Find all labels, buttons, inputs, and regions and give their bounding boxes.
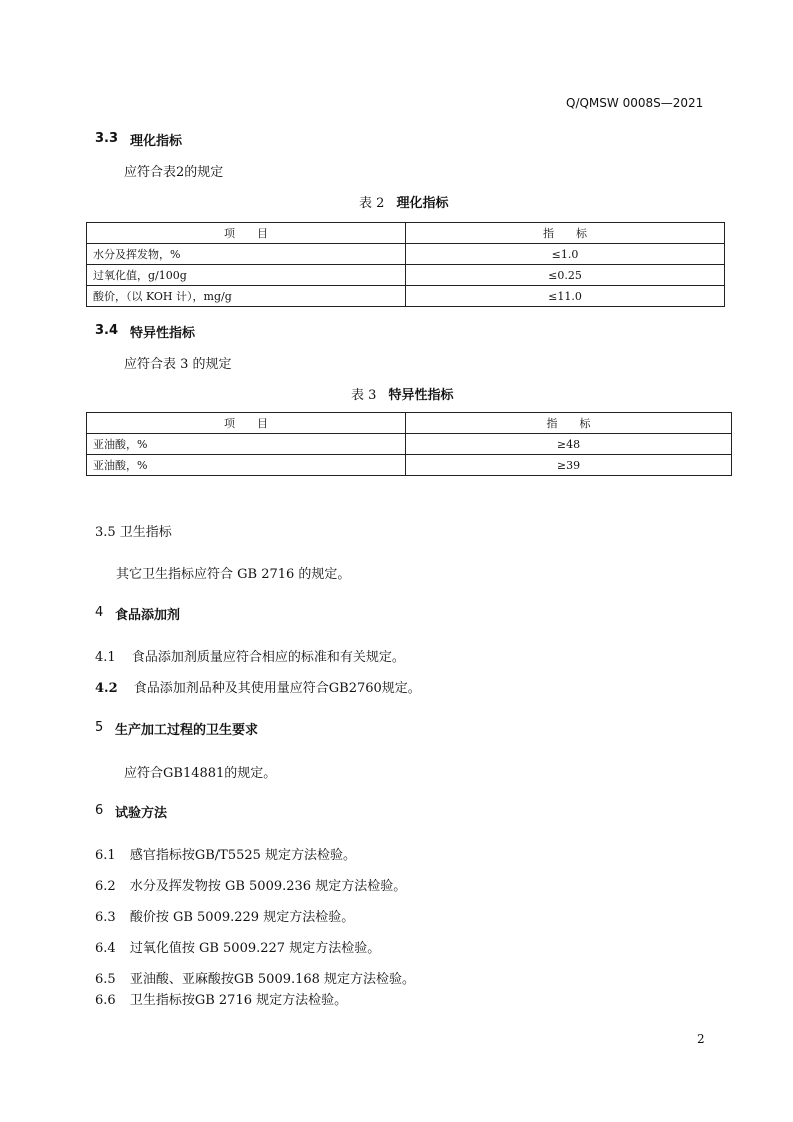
list-item	[95, 844, 356, 863]
section-title-3-4: 特异性指标	[130, 326, 196, 341]
item-number: 4.2	[95, 681, 118, 696]
item-text: 亚油酸、亚麻酸按GB 5009.168 规定方法检验。	[129, 972, 416, 987]
document-code: Q/QMSW 0008S—2021	[566, 96, 704, 110]
table-cell-value: ≤11.0	[406, 286, 725, 307]
table-cell-value: ≥48	[406, 434, 732, 455]
item-number: 6.1	[95, 848, 116, 863]
list-item	[95, 875, 406, 894]
section-title-6: 试验方法	[115, 806, 168, 821]
column-header-item: 项 目	[87, 413, 406, 434]
item-number: 6.6	[95, 993, 116, 1008]
item-text: 食品添加剂质量应符合相应的标准和有关规定。	[131, 650, 405, 665]
table-header-row	[87, 223, 725, 244]
list-item	[95, 968, 415, 987]
list-item	[95, 906, 354, 925]
table-2-caption-title: 理化指标	[396, 196, 449, 211]
table-row	[87, 244, 725, 265]
section-number-6: 6	[95, 803, 104, 818]
item-text: 酸价按 GB 5009.229 规定方法检验。	[129, 910, 355, 925]
table-cell-item: 亚油酸，%	[87, 455, 406, 476]
section-title-3-3: 理化指标	[130, 134, 183, 149]
table-cell-item: 过氧化值，g/100g	[87, 265, 406, 286]
table-cell-item: 酸价，（以 KOH 计），mg/g	[87, 286, 406, 307]
column-header-item: 项 目	[87, 223, 406, 244]
section-number-3-3: 3.3	[95, 131, 119, 146]
table-3-caption	[351, 384, 454, 403]
item-text: 水分及挥发物按 GB 5009.236 规定方法检验。	[129, 879, 407, 894]
table-2	[86, 222, 725, 307]
section-number-5: 5	[95, 720, 104, 735]
table-cell-value: ≤1.0	[406, 244, 725, 265]
item-text: 感官指标按GB/T5525 规定方法检验。	[129, 848, 357, 863]
table-row	[87, 455, 732, 476]
table-3-caption-title: 特异性指标	[388, 388, 454, 403]
item-text: 卫生指标按GB 2716 规定方法检验。	[129, 993, 348, 1008]
table-2-caption	[359, 192, 449, 211]
list-item	[95, 677, 421, 696]
column-header-index: 指 标	[406, 223, 725, 244]
table-2-caption-number: 表 2	[359, 196, 385, 211]
table-row	[87, 434, 732, 455]
table-header-row	[87, 413, 732, 434]
item-text: 过氧化值按 GB 5009.227 规定方法检验。	[129, 941, 381, 956]
table-row	[87, 286, 725, 307]
section-title-4: 食品添加剂	[115, 608, 181, 623]
table-3-caption-number: 表 3	[351, 388, 377, 403]
table-cell-item: 水分及挥发物，%	[87, 244, 406, 265]
section-text-3-3: 应符合表2的规定	[124, 165, 224, 180]
section-heading-3-5: 3.5 卫生指标	[95, 525, 172, 540]
item-number: 4.1	[95, 650, 116, 665]
item-number: 6.2	[95, 879, 116, 894]
section-text-3-4: 应符合表 3 的规定	[124, 357, 232, 372]
item-number: 6.4	[95, 941, 116, 956]
section-text-5: 应符合GB14881的规定。	[124, 766, 277, 781]
list-item	[95, 646, 405, 665]
column-header-index: 指 标	[406, 413, 732, 434]
section-title-5: 生产加工过程的卫生要求	[115, 723, 259, 738]
list-item	[95, 989, 347, 1008]
table-3	[86, 412, 732, 476]
table-cell-value: ≥39	[406, 455, 732, 476]
table-cell-value: ≤0.25	[406, 265, 725, 286]
item-number: 6.3	[95, 910, 116, 925]
section-text-3-5: 其它卫生指标应符合 GB 2716 的规定。	[116, 567, 351, 582]
page-number: 2	[697, 1032, 705, 1046]
table-row	[87, 265, 725, 286]
section-number-4: 4	[95, 605, 104, 620]
table-cell-item: 亚油酸，%	[87, 434, 406, 455]
section-number-3-4: 3.4	[95, 323, 119, 338]
item-number: 6.5	[95, 972, 116, 987]
list-item	[95, 937, 380, 956]
item-text: 食品添加剂品种及其使用量应符合GB2760规定。	[133, 681, 421, 696]
